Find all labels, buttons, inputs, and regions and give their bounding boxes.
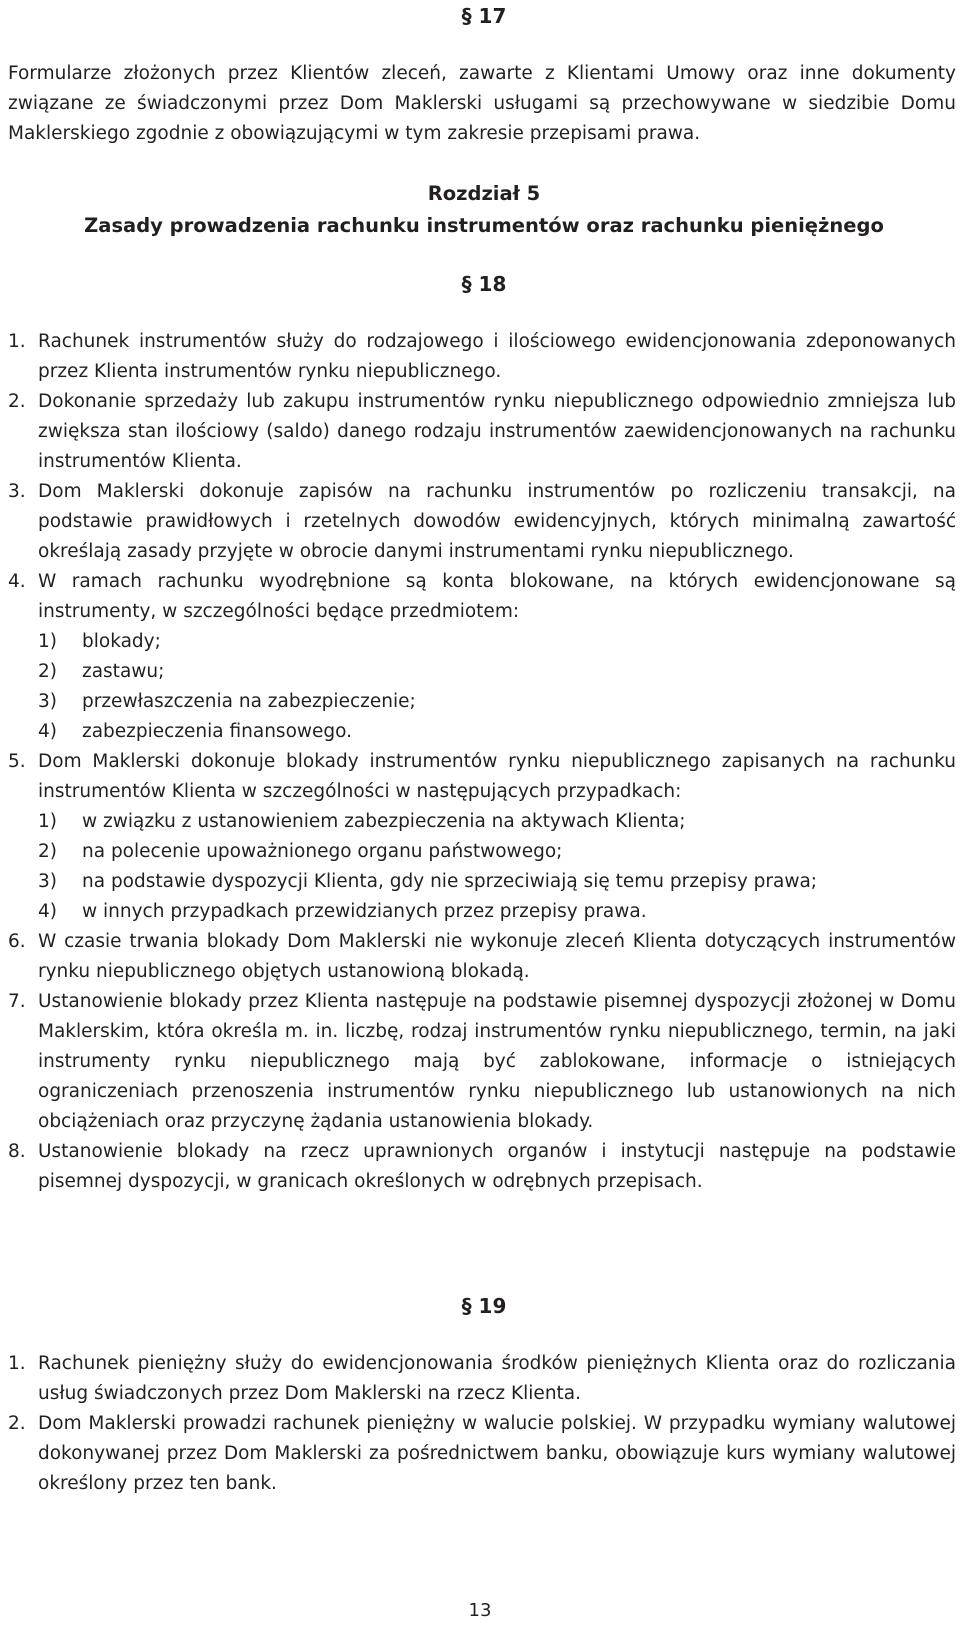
section-18-heading: § 18	[461, 272, 507, 296]
list-item	[8, 567, 956, 747]
item-text: W czasie trwania blokady Dom Maklerski nie wykonuje zleceń Klienta dotyczących instrumentów rynku niepublicznego objętych ustanowioną blokadą.	[38, 931, 956, 982]
sub-item-text: na podstawie dyspozycji Klienta, gdy nie sprzeciwiają się temu przepisy prawa;	[82, 871, 818, 892]
item-number: 2.	[8, 1413, 26, 1434]
sub-item-number: 3)	[38, 691, 57, 712]
list-item	[8, 987, 956, 1137]
sub-item-text: na polecenie upoważnionego organu państwowego;	[82, 841, 563, 862]
item-number: 1.	[8, 1353, 26, 1374]
item-text: Ustanowienie blokady przez Klienta następuje na podstawie pisemnej dyspozycji złożonej w Domu Maklerskim, która określa m. in. liczbę, rodzaj instrumentów rynku niepublicznego, termin, na jaki instrumenty rynku niepublicznego mają być zablokowane, informacje o istniejących ograniczeniach przenoszenia instrumentów rynku niepublicznego lub ustanowionych na nich obciążeniach oraz przyczynę żądania ustanowienia blokady.	[38, 991, 956, 1132]
section-19-heading: § 19	[461, 1294, 507, 1318]
list-item	[8, 477, 956, 567]
item-text: Ustanowienie blokady na rzecz uprawnionych organów i instytucji następuje na podstawie pisemnej dyspozycji, w granicach określonych w odrębnych przepisach.	[38, 1141, 956, 1192]
page-number: 13	[468, 1600, 492, 1621]
sub-item-text: zabezpieczenia finansowego.	[82, 721, 353, 742]
item-text: W ramach rachunku wyodrębnione są konta blokowane, na których ewidencjonowane są instrumenty, w szczególności będące przedmiotem:	[38, 571, 956, 622]
item-text: Rachunek pieniężny służy do ewidencjonowania środków pieniężnych Klienta oraz do rozliczania usług świadczonych przez Dom Maklerski na rzecz Klienta.	[38, 1353, 956, 1404]
list-item	[8, 1409, 956, 1499]
sub-item-number: 2)	[38, 661, 57, 682]
sub-item	[38, 807, 956, 837]
list-item	[8, 1349, 956, 1409]
sub-item	[38, 627, 956, 657]
sub-item-text: blokady;	[82, 631, 161, 652]
item-number: 4.	[8, 571, 26, 592]
sub-item	[38, 657, 956, 687]
sub-item-text: w innych przypadkach przewidzianych przez przepisy prawa.	[82, 901, 647, 922]
item-text: Dom Maklerski dokonuje zapisów na rachunku instrumentów po rozliczeniu transakcji, na podstawie prawidłowych i rzetelnych dowodów ewidencyjnych, których minimalną zawartość określają zasady przyjęte w obrocie danymi instrumentami rynku niepublicznego.	[38, 481, 956, 562]
sub-item-text: zastawu;	[82, 661, 165, 682]
chapter-number: Rozdział 5	[427, 182, 541, 205]
sub-item	[38, 867, 956, 897]
sub-item-number: 4)	[38, 901, 57, 922]
item-number: 1.	[8, 331, 26, 352]
list-item	[8, 927, 956, 987]
sub-item	[38, 717, 956, 747]
section-17-heading: § 17	[461, 4, 507, 28]
sub-item	[38, 687, 956, 717]
section-17-text: Formularze złożonych przez Klientów zleceń, zawarte z Klientami Umowy oraz inne dokumenty związane ze świadczonymi przez Dom Maklerski usługami są przechowywane w siedzibie Domu Maklerskiego zgodnie z obowiązującymi w tym zakresie przepisami prawa.	[8, 63, 956, 144]
sub-item-number: 1)	[38, 811, 57, 832]
sub-item-text: w związku z ustanowieniem zabezpieczenia na aktywach Klienta;	[82, 811, 686, 832]
item-number: 7.	[8, 991, 26, 1012]
list-item	[8, 387, 956, 477]
item-number: 5.	[8, 751, 26, 772]
section-18-list	[8, 327, 956, 1197]
list-item	[8, 327, 956, 387]
section-19-list	[8, 1349, 956, 1499]
item-text: Dokonanie sprzedaży lub zakupu instrumentów rynku niepublicznego odpowiednio zmniejsza lub zwiększa stan ilościowy (saldo) danego rodzaju instrumentów zaewidencjonowanych na rachunku instrumentów Klienta.	[38, 391, 956, 472]
item-number: 6.	[8, 931, 26, 952]
chapter-heading	[8, 178, 960, 242]
sub-item-text: przewłaszczenia na zabezpieczenie;	[82, 691, 416, 712]
sub-item	[38, 897, 956, 927]
sub-item-number: 2)	[38, 841, 57, 862]
item-number: 3.	[8, 481, 26, 502]
item-text: Dom Maklerski prowadzi rachunek pieniężny w walucie polskiej. W przypadku wymiany walutowej dokonywanej przez Dom Maklerski za pośrednictwem banku, obowiązuje kurs wymiany walutowej określony przez ten bank.	[38, 1413, 956, 1494]
chapter-title: Zasady prowadzenia rachunku instrumentów oraz rachunku pieniężnego	[84, 214, 884, 237]
list-item	[8, 1137, 956, 1197]
sub-item-number: 4)	[38, 721, 57, 742]
sub-item-number: 1)	[38, 631, 57, 652]
sub-item-number: 3)	[38, 871, 57, 892]
item-number: 2.	[8, 391, 26, 412]
sub-item	[38, 837, 956, 867]
item-number: 8.	[8, 1141, 26, 1162]
item-text: Dom Maklerski dokonuje blokady instrumentów rynku niepublicznego zapisanych na rachunku instrumentów Klienta w szczególności w następujących przypadkach:	[38, 751, 956, 802]
list-item	[8, 747, 956, 927]
item-text: Rachunek instrumentów służy do rodzajowego i ilościowego ewidencjonowania zdeponowanych przez Klienta instrumentów rynku niepublicznego.	[38, 331, 956, 382]
